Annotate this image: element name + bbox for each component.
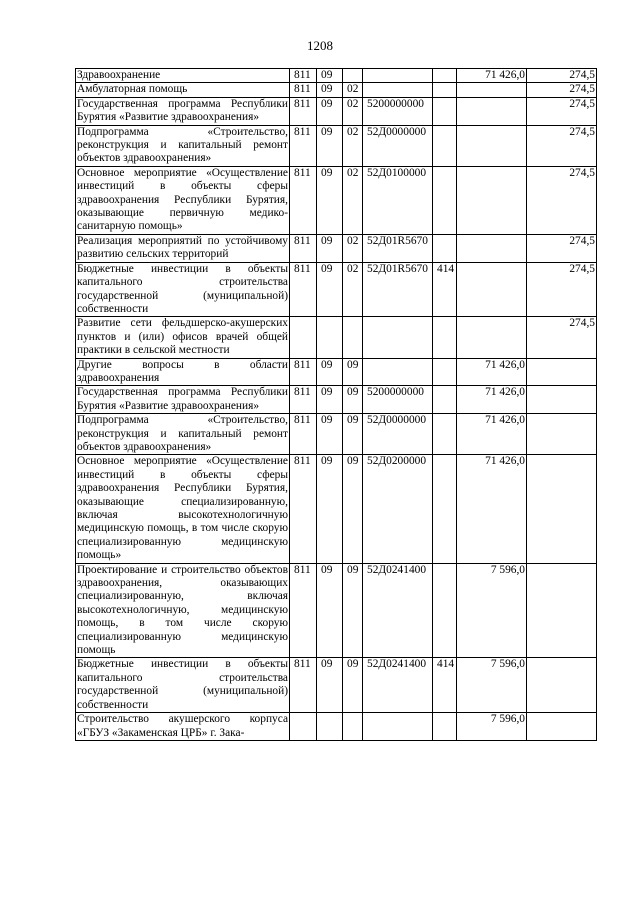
cell-section: 09: [317, 69, 343, 83]
cell-target-article: [363, 83, 433, 97]
cell-grbs: [290, 317, 317, 358]
cell-amount-1: 7 596,0: [457, 563, 527, 658]
table-row: [76, 317, 597, 358]
table-row: [76, 234, 597, 262]
cell-expense-type: [433, 97, 457, 125]
cell-section: 09: [317, 166, 343, 234]
cell-grbs: 811: [290, 563, 317, 658]
cell-name: Амбулаторная помощь: [76, 83, 290, 97]
cell-amount-2: [527, 563, 597, 658]
cell-amount-2: 274,5: [527, 69, 597, 83]
cell-expense-type: 414: [433, 658, 457, 713]
cell-expense-type: [433, 69, 457, 83]
cell-amount-1: [457, 97, 527, 125]
table-row: [76, 125, 597, 166]
table-body: [76, 69, 597, 741]
cell-expense-type: [433, 563, 457, 658]
cell-grbs: 811: [290, 658, 317, 713]
cell-subsection: 02: [343, 97, 363, 125]
cell-expense-type: [433, 414, 457, 455]
cell-grbs: 811: [290, 69, 317, 83]
table-row: [76, 262, 597, 317]
cell-amount-1: 7 596,0: [457, 713, 527, 741]
cell-subsection: 02: [343, 166, 363, 234]
cell-name: Основное мероприятие «Осуществление инвестиций в объекты сферы здравоохранения Республики Бурятия, оказывающие первичную медико-санитарную помощь»: [77, 166, 288, 233]
cell-section: 09: [317, 386, 343, 414]
cell-grbs: 811: [290, 414, 317, 455]
cell-amount-2: [527, 358, 597, 386]
cell-subsection: [343, 317, 363, 358]
cell-name: Другие вопросы в области здравоохранения: [77, 358, 288, 384]
cell-amount-2: [527, 658, 597, 713]
cell-expense-type: [433, 317, 457, 358]
cell-target-article: 5200000000: [363, 97, 433, 125]
cell-subsection: [343, 69, 363, 83]
cell-name: Проектирование и строительство объектов здравоохранения, оказывающих специализированную, включая высокотехнологичную, медицинскую помощь, в том числе скорую специализированную медицинскую помощь: [77, 563, 288, 657]
cell-amount-2: 274,5: [527, 97, 597, 125]
cell-section: 09: [317, 658, 343, 713]
table-row: [76, 97, 597, 125]
cell-subsection: 02: [343, 262, 363, 317]
cell-target-article: 52Д0241400: [363, 563, 433, 658]
cell-amount-1: 71 426,0: [457, 386, 527, 414]
cell-grbs: 811: [290, 166, 317, 234]
cell-expense-type: [433, 455, 457, 563]
cell-target-article: 52Д01R5670: [363, 262, 433, 317]
table-row: [76, 658, 597, 713]
cell-name: Подпрограмма «Строительство, реконструкция и капитальный ремонт объектов здравоохранения»: [77, 414, 288, 453]
table-row: [76, 166, 597, 234]
cell-target-article: 52Д0000000: [363, 414, 433, 455]
page-number: 1208: [307, 38, 333, 53]
table-row: [76, 414, 597, 455]
cell-section: 09: [317, 83, 343, 97]
cell-amount-1: [457, 234, 527, 262]
cell-name: Строительство акушерского корпуса «ГБУЗ «Закаменская ЦРБ» г. Зака-: [77, 713, 288, 739]
cell-name: Основное мероприятие «Осуществление инвестиций в объекты сферы здравоохранения Республики Бурятия, оказывающие специализированную, включая высокотехнологичную медицинскую помощь, в том числе скорую специализированную медицинскую помощь»: [77, 455, 288, 562]
table-row: [76, 563, 597, 658]
cell-amount-2: 274,5: [527, 234, 597, 262]
cell-grbs: 811: [290, 455, 317, 563]
cell-amount-1: [457, 317, 527, 358]
cell-name: Государственная программа Республики Бурятия «Развитие здравоохранения»: [77, 97, 288, 124]
cell-grbs: 811: [290, 83, 317, 97]
cell-target-article: [363, 713, 433, 741]
cell-subsection: 09: [343, 414, 363, 455]
cell-subsection: 09: [343, 455, 363, 563]
table-row: [76, 358, 597, 386]
cell-subsection: 02: [343, 83, 363, 97]
cell-grbs: 811: [290, 358, 317, 386]
cell-amount-1: [457, 125, 527, 166]
cell-amount-2: [527, 713, 597, 741]
cell-amount-1: 71 426,0: [457, 455, 527, 563]
table-row: [76, 69, 597, 83]
cell-amount-2: 274,5: [527, 166, 597, 234]
cell-grbs: [290, 713, 317, 741]
cell-section: [317, 713, 343, 741]
cell-target-article: 52Д0200000: [363, 455, 433, 563]
cell-name: Развитие сети фельдшерско-акушерских пунктов и (или) офисов врачей общей практики в сельской местности: [77, 317, 288, 357]
cell-amount-1: [457, 166, 527, 234]
cell-amount-1: [457, 262, 527, 317]
cell-target-article: 5200000000: [363, 386, 433, 414]
cell-target-article: [363, 317, 433, 358]
cell-section: 09: [317, 414, 343, 455]
cell-grbs: 811: [290, 125, 317, 166]
cell-subsection: 09: [343, 563, 363, 658]
budget-table: [75, 68, 597, 741]
cell-amount-2: [527, 386, 597, 414]
cell-subsection: 09: [343, 358, 363, 386]
cell-expense-type: [433, 358, 457, 386]
table-row: [76, 455, 597, 563]
cell-name: Государственная программа Республики Бурятия «Развитие здравоохранения»: [77, 386, 288, 412]
cell-section: 09: [317, 563, 343, 658]
cell-section: [317, 317, 343, 358]
cell-expense-type: [433, 713, 457, 741]
cell-grbs: 811: [290, 97, 317, 125]
cell-amount-2: 274,5: [527, 262, 597, 317]
cell-name: Бюджетные инвестиции в объекты капитального строительства государственной (муниципальной) собственности: [77, 658, 288, 711]
table-row: [76, 713, 597, 741]
cell-section: 09: [317, 262, 343, 317]
cell-section: 09: [317, 455, 343, 563]
cell-expense-type: [433, 125, 457, 166]
cell-grbs: 811: [290, 234, 317, 262]
cell-expense-type: 414: [433, 262, 457, 317]
cell-name: Подпрограмма «Строительство, реконструкция и капитальный ремонт объектов здравоохранения»: [77, 125, 288, 165]
cell-section: 09: [317, 358, 343, 386]
cell-amount-2: 274,5: [527, 317, 597, 358]
cell-amount-2: [527, 414, 597, 455]
cell-amount-1: 71 426,0: [457, 414, 527, 455]
cell-target-article: 52Д0100000: [363, 166, 433, 234]
cell-amount-1: 7 596,0: [457, 658, 527, 713]
cell-target-article: [363, 69, 433, 83]
cell-subsection: 02: [343, 234, 363, 262]
cell-amount-2: 274,5: [527, 125, 597, 166]
cell-name: Здравоохранение: [76, 69, 290, 83]
cell-amount-1: 71 426,0: [457, 69, 527, 83]
cell-grbs: 811: [290, 262, 317, 317]
cell-amount-2: [527, 455, 597, 563]
cell-subsection: 09: [343, 658, 363, 713]
table-row: [76, 83, 597, 97]
cell-name: Реализация мероприятий по устойчивому развитию сельских территорий: [77, 234, 288, 261]
cell-subsection: 09: [343, 386, 363, 414]
cell-subsection: 02: [343, 125, 363, 166]
table-row: [76, 386, 597, 414]
cell-amount-1: [457, 83, 527, 97]
cell-target-article: 52Д0000000: [363, 125, 433, 166]
cell-section: 09: [317, 125, 343, 166]
cell-target-article: [363, 358, 433, 386]
cell-section: 09: [317, 97, 343, 125]
cell-amount-1: 71 426,0: [457, 358, 527, 386]
cell-target-article: 52Д0241400: [363, 658, 433, 713]
cell-expense-type: [433, 386, 457, 414]
cell-subsection: [343, 713, 363, 741]
cell-expense-type: [433, 234, 457, 262]
cell-name: Бюджетные инвестиции в объекты капитального строительства государственной (муниципальной) собственности: [77, 262, 288, 315]
cell-section: 09: [317, 234, 343, 262]
cell-target-article: 52Д01R5670: [363, 234, 433, 262]
cell-expense-type: [433, 83, 457, 97]
cell-amount-2: 274,5: [527, 83, 597, 97]
cell-grbs: 811: [290, 386, 317, 414]
cell-expense-type: [433, 166, 457, 234]
